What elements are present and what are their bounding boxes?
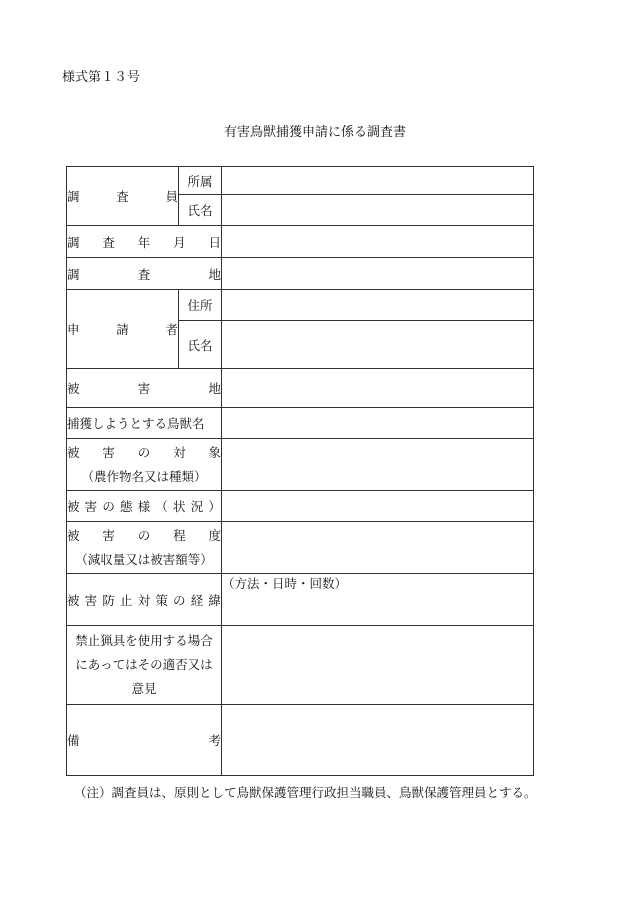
damage-degree-label: 被 害 の 程 度 （減収量又は被害額等） [67,522,222,574]
applicant-name-field[interactable] [222,321,534,369]
survey-table [66,166,534,776]
damage-target-field[interactable] [222,439,534,491]
row-survey-date [67,226,534,258]
damage-location-field[interactable] [222,369,534,408]
row-damage-mode [67,491,534,522]
investigator-affiliation-field[interactable] [222,167,534,195]
damage-target-sublabel: （農作物名又は種類） [81,468,207,484]
prevention-history-label: 被 害 防 止 対 策 の 経 緯 [67,574,222,626]
damage-degree-field[interactable] [222,522,534,574]
survey-date-label: 調 査 年 月 日 [67,226,222,258]
investigator-label: 調 査 員 [67,167,179,226]
row-remarks [67,705,534,776]
applicant-address-field[interactable] [222,290,534,321]
target-animal-field[interactable] [222,408,534,439]
prohibited-trap-field[interactable] [222,626,534,705]
damage-mode-label: 被 害 の 態 様 （ 状 況 ） [67,491,222,522]
remarks-label: 備 考 [67,705,222,776]
row-target-animal [67,408,534,439]
applicant-name-label: 氏名 [179,321,222,369]
prevention-history-field[interactable]: （方法・日時・回数） [222,574,534,626]
investigator-name-field[interactable] [222,195,534,226]
document-title: 有害鳥獣捕獲申請に係る調査書 [223,125,406,140]
damage-target-label: 被 害 の 対 象 （農作物名又は種類） [67,439,222,491]
row-damage-degree [67,522,534,574]
row-prohibited-trap [67,626,534,705]
row-damage-location [67,369,534,408]
damage-degree-sublabel: （減収量又は被害額等） [75,551,213,567]
row-survey-location [67,258,534,290]
survey-location-field[interactable] [222,258,534,290]
prohibited-trap-label: 禁止猟具を使用する場合 にあってはその適否又は 意見 [67,626,222,705]
damage-mode-field[interactable] [222,491,534,522]
row-damage-target [67,439,534,491]
address-label: 住所 [179,290,222,321]
remarks-field[interactable] [222,705,534,776]
row-applicant-address [67,290,534,321]
survey-date-field[interactable] [222,226,534,258]
target-animal-label: 捕獲しようとする鳥獣名 [67,408,222,439]
row-prevention-history [67,574,534,626]
investigator-name-label: 氏名 [179,195,222,226]
applicant-label: 申 請 者 [67,290,179,369]
row-investigator-affiliation [67,167,534,195]
survey-location-label: 調 査 地 [67,258,222,290]
affiliation-label: 所属 [179,167,222,195]
damage-location-label: 被 害 地 [67,369,222,408]
footnote: （注）調査員は、原則として鳥獣保護管理行政担当職員、鳥獣保護管理員とする。 [74,785,537,800]
form-number: 様式第１３号 [62,70,141,85]
